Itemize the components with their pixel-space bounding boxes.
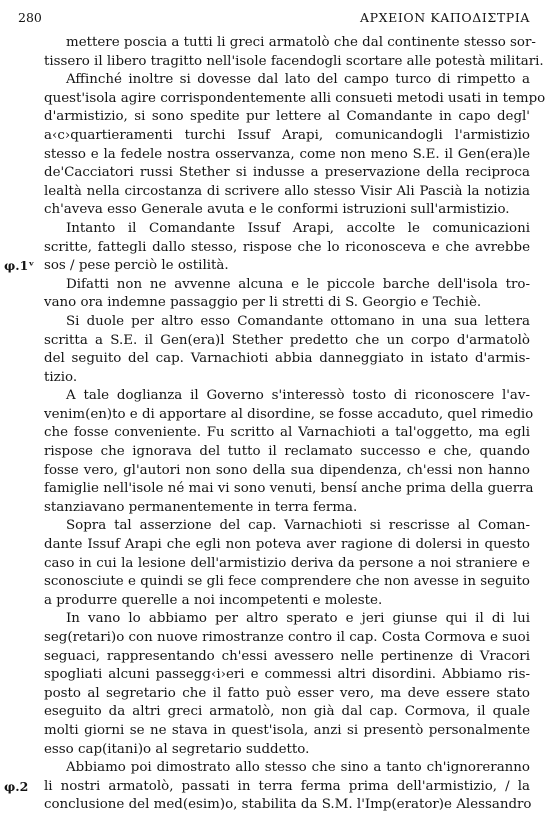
text-line-row <box>44 796 530 815</box>
text-line-row <box>44 629 530 648</box>
text-line: Abbiamo poi dimostrato allo stesso che sino a tanto ch'ignoreranno <box>66 760 530 776</box>
paragraph <box>44 276 530 313</box>
running-title: ΑΡΧΕΙΟΝ ΚΑΠΟΔΙΣΤΡΙΑ <box>360 10 530 25</box>
text-line: seguaci, rappresentando ch'essi avessero nelle pertinenze di Vracori <box>44 648 530 664</box>
text-line-row <box>44 239 530 258</box>
text-line-row <box>44 183 530 202</box>
text-line-row <box>44 220 530 239</box>
text-line-row <box>44 108 530 127</box>
text-line-row <box>4 778 530 797</box>
text-line-row <box>44 462 530 481</box>
text-line-row <box>44 685 530 704</box>
text-line: quest'isola agire corrispondentemente alli consueti metodi usati in tempo <box>44 90 546 106</box>
text-line-row <box>44 201 530 220</box>
folio-margin-note: φ.1ᵛ <box>4 258 35 274</box>
text-line-row <box>44 350 530 369</box>
text-line-row <box>44 666 530 685</box>
text-line: li nostri armatolò, passati in terra ferma prima dell'armistizio, / la <box>44 778 530 794</box>
text-line: scritta a S.E. il Gen(era)l Stether predetto che un corpo d'armatolò <box>44 332 530 348</box>
text-line-row <box>44 90 546 109</box>
text-line-row <box>44 610 530 629</box>
text-line-row <box>44 703 530 722</box>
paragraph <box>4 759 532 815</box>
text-line-row <box>44 276 530 295</box>
text-line: esso cap(itani)o al segretario suddetto. <box>44 741 310 757</box>
paragraph <box>44 313 530 387</box>
text-line-row <box>44 406 534 425</box>
text-line-row <box>44 499 530 518</box>
folio-margin-note: φ.2 <box>4 778 29 794</box>
text-line: famiglie nell'isole né mai vi sono venuti, bensí anche prima della guerra <box>44 481 534 497</box>
text-line: venim(en)to e di apportare al disordine, se fosse accaduto, quel rimedio <box>44 406 534 422</box>
text-line-row <box>44 34 536 53</box>
text-line: a produrre querelle a noi incompetenti e moleste. <box>44 592 383 608</box>
text-line: tissero il libero tragitto nell'isole facendogli scortare alle potestà militari. <box>44 53 544 69</box>
paragraph <box>44 387 534 517</box>
text-line: fosse vero, gl'autori non sono della sua dipendenza, ch'essi non hanno <box>44 462 530 478</box>
text-line: sconosciute e quindi se gli fece comprendere che non avesse in seguito <box>44 574 530 590</box>
text-line: tizio. <box>44 369 78 385</box>
text-line: ch'aveva esso Generale avuta e le conformi istruzioni sull'armistizio. <box>44 202 510 218</box>
text-line-row <box>44 592 530 611</box>
paragraph <box>44 517 530 610</box>
text-line-row <box>44 536 530 555</box>
text-line: d'armistizio, si sono spedite pur lettere al Comandante in capo degl' <box>44 109 530 125</box>
text-line-row <box>44 480 534 499</box>
text-line-row <box>44 648 530 667</box>
text-line: sos / pese perciò le ostilità. <box>44 258 229 274</box>
paragraph <box>44 34 544 71</box>
text-line-row <box>44 71 530 90</box>
text-line: Sopra tal asserzione del cap. Varnachioti si rescrisse al Coman- <box>66 518 530 534</box>
text-line-row <box>44 759 530 778</box>
text-line: Difatti non ne avvenne alcuna e le piccole barche dell'isola tro- <box>66 276 530 292</box>
paragraph <box>44 71 546 220</box>
text-line-row <box>44 127 530 146</box>
text-line: Intanto il Comandante Issuf Arapi, accolte le comunicazioni <box>66 220 530 236</box>
text-line: dante Issuf Arapi che egli non poteva aver ragione di dolersi in questo <box>44 537 530 553</box>
paragraph <box>44 610 530 759</box>
text-line: del seguito del cap. Varnachioti abbia danneggiato in istato d'armis- <box>44 351 530 367</box>
text-line: seg(retari)o con nuove rimostranze contro il cap. Costa Cormova e suoi <box>44 630 530 645</box>
text-line: lealtà nella circostanza di scrivere allo stesso Visir Ali Pascià la notizia <box>44 183 530 199</box>
text-line: che fosse conveniente. Fu scritto al Varnachioti a tal'oggetto, ma egli <box>44 425 530 441</box>
page-header <box>18 8 530 28</box>
text-line: In vano lo abbiamo per altro sperato e jeri giunse qui il di lui <box>66 611 530 627</box>
text-line-row <box>44 722 530 741</box>
page-number: 280 <box>18 10 42 25</box>
text-line-row <box>44 146 530 165</box>
text-line: eseguito da altri greci armatolò, non già dal cap. Cormova, il quale <box>44 704 530 720</box>
text-line-row <box>4 257 530 276</box>
text-line: de'Cacciatori russi Stether si indusse a preservazione della reciproca <box>44 165 530 181</box>
text-line: caso in cui la lesione dell'armistizio deriva da persone a noi straniere e <box>44 555 530 571</box>
text-line: molti giorni se ne stava in quest'isola, anzi si presentò personalmente <box>44 722 530 738</box>
text-line: spogliati alcuni passegg‹i›eri e commessi altri disordini. Abbiamo ris- <box>44 667 530 683</box>
text-line-row <box>44 369 530 388</box>
text-line: vano ora indemne passaggio per li stretti di S. Georgio e Techiè. <box>44 295 482 311</box>
text-line: conclusione del med(esim)o, stabilita da S.M. l'Imp(erator)e Alessandro <box>44 797 532 813</box>
paragraph <box>4 220 530 276</box>
text-line: rispose che ignorava del tutto il reclamato successo e che, quando <box>44 444 530 460</box>
text-line-row <box>44 573 530 592</box>
text-line-row <box>44 424 530 443</box>
text-line: stanziavano permanentemente in terra ferma. <box>44 499 358 515</box>
text-line-row <box>44 294 530 313</box>
text-line-row <box>44 443 530 462</box>
document-body <box>4 34 546 815</box>
text-line: stesso e la fedele nostra osservanza, come non meno S.E. il Gen(era)le <box>44 146 530 162</box>
text-line: posto al segretario che il fatto può esser vero, ma deve essere stato <box>44 685 530 701</box>
text-line-row <box>44 517 530 536</box>
text-line-row <box>44 53 544 72</box>
text-line-row <box>44 313 530 332</box>
text-line-row <box>44 164 530 183</box>
text-line: Si duole per altro esso Comandante ottomano in una sua lettera <box>66 313 530 329</box>
text-line: mettere poscia a tutti li greci armatolò che dal continente stesso sor- <box>66 35 536 50</box>
text-line: scritte, fattegli dallo stesso, rispose che lo riconosceva e che avrebbe <box>44 239 530 255</box>
text-line-row <box>44 555 530 574</box>
text-line-row <box>44 387 530 406</box>
text-line-row <box>44 741 530 760</box>
text-line: Affinché inoltre si dovesse dal lato del campo turco di rimpetto a <box>66 72 530 88</box>
text-line: a‹c›quartieramenti turchi Issuf Arapi, comunicandogli l'armistizio <box>44 127 530 143</box>
text-line: A tale doglianza il Governo s'interessò tosto di riconoscere l'av- <box>66 388 530 404</box>
text-line-row <box>44 332 530 351</box>
